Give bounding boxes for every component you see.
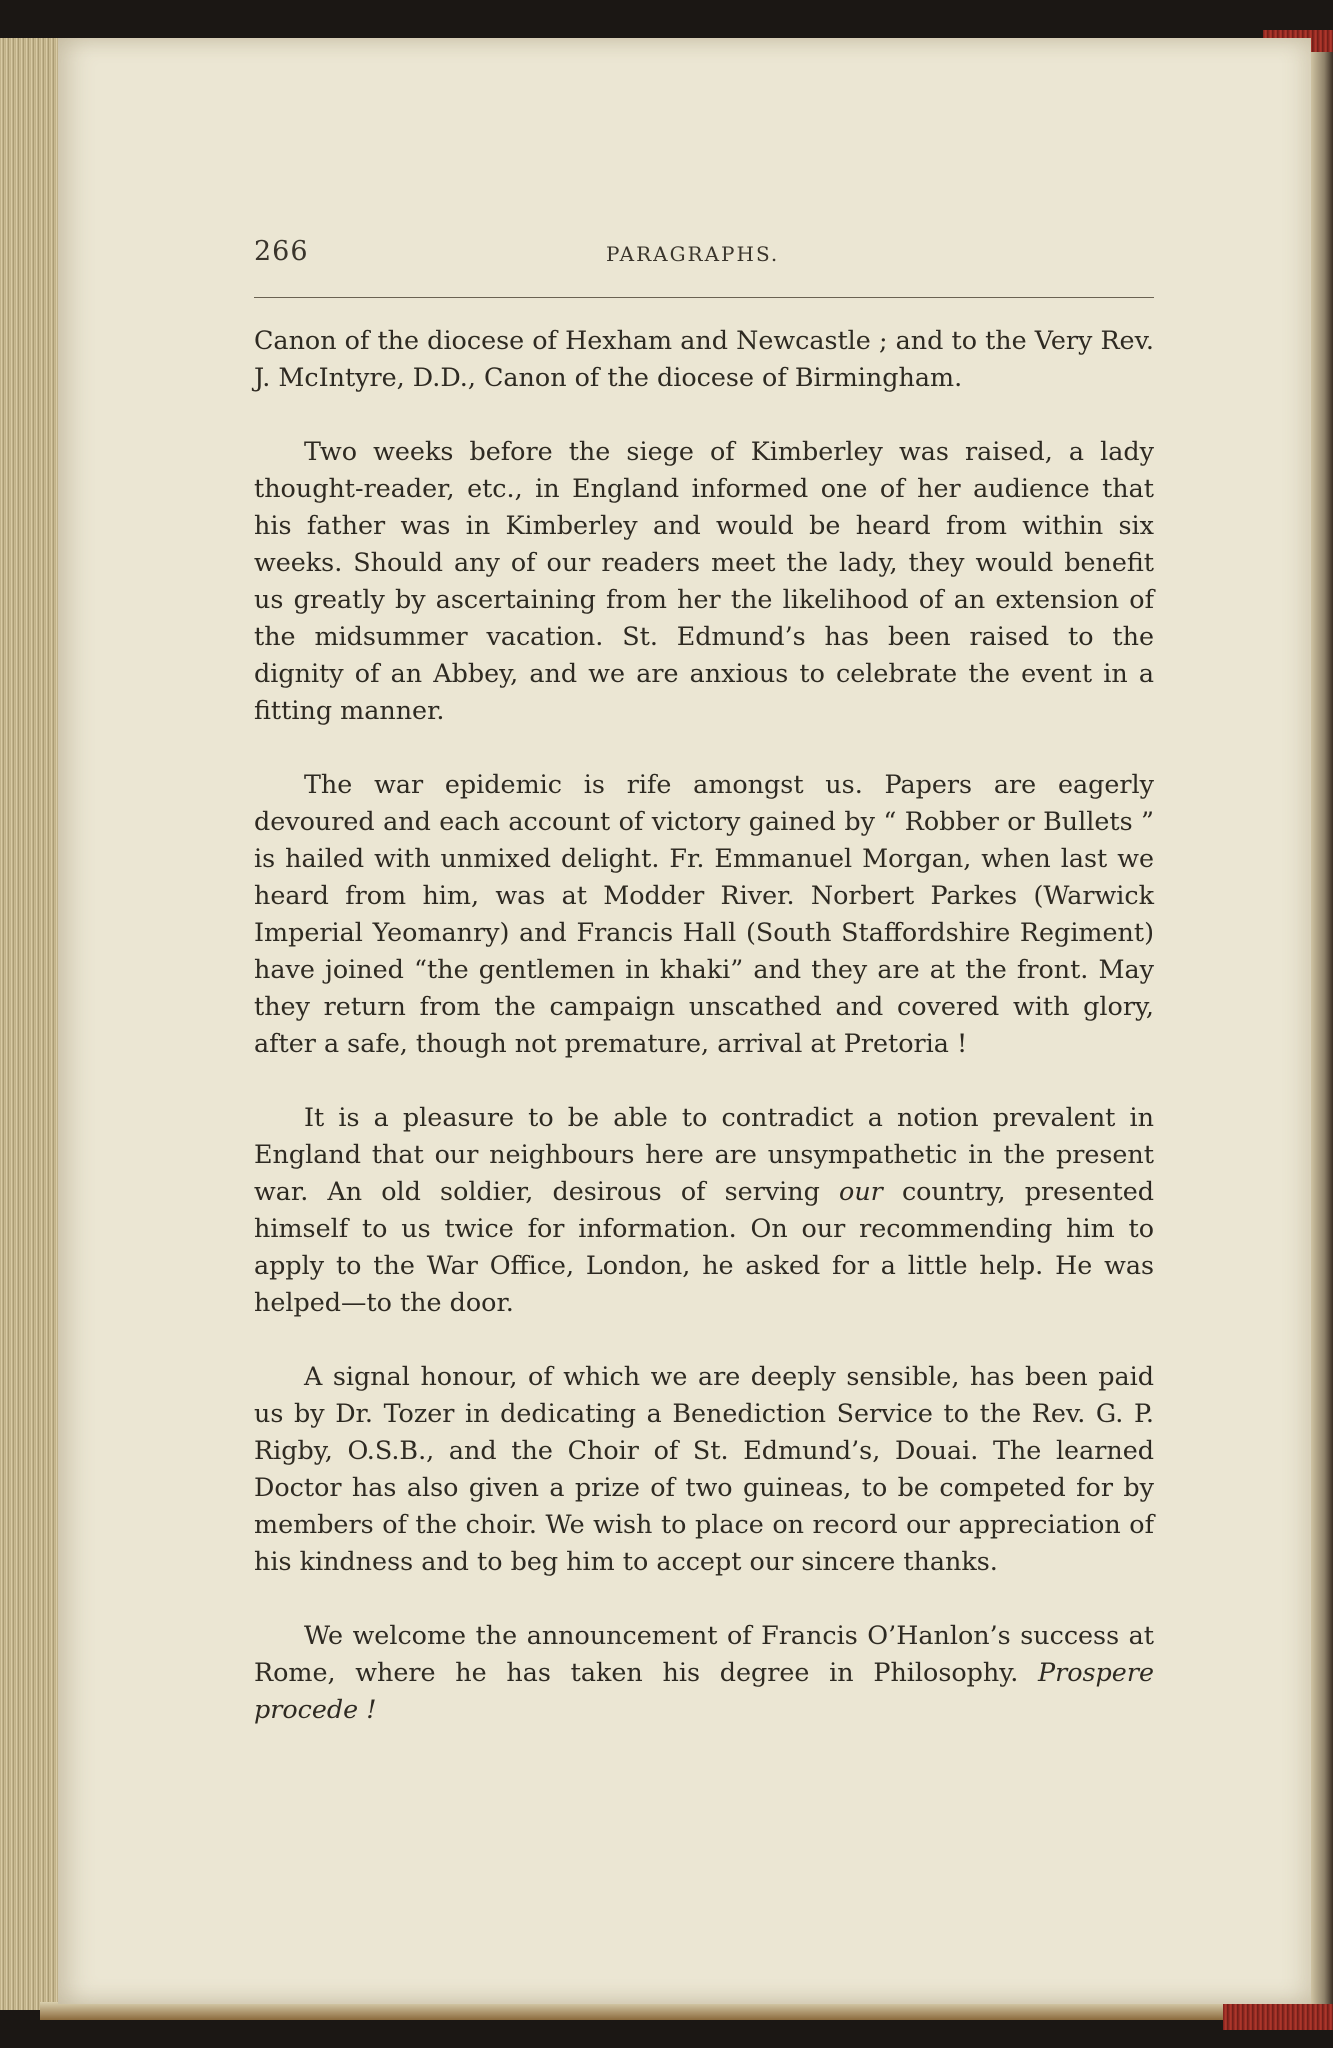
- running-head: [254, 236, 1154, 276]
- header-rule: [254, 297, 1154, 298]
- paragraph-old-soldier-italic: our: [839, 1176, 883, 1206]
- paragraph-old-soldier-text-2: country, presented himself to us twice for information. On our recommending him to apply to the War Office, London, he asked for a little help. He was helped—to the door.: [254, 1176, 1155, 1317]
- red-page-edge-bottom: [1223, 2004, 1333, 2030]
- page-edges-left: [0, 38, 58, 2010]
- page-number: 266: [254, 236, 309, 267]
- paragraph-ohanlon-italic: Prospere procede !: [254, 1657, 1154, 1724]
- paragraph-ohanlon: [254, 1617, 1154, 1728]
- page-bottom-edge: [40, 2002, 1310, 2020]
- paragraph-kimberley: Two weeks before the siege of Kimberley was raised, a lady thought-reader, etc., in England informed one of her audience that his father was in Kimberley and would be heard from within six weeks. Should any of our readers meet the lady, they would benefit us greatly by ascertaining from her the likelihood of an extension of the midsummer vacation. St. Edmund’s has been raised to the dignity of an Abbey, and we are anxious to celebrate the event in a fitting manner.: [254, 436, 1154, 725]
- running-title: PARAGRAPHS.: [606, 242, 780, 266]
- paragraph-old-soldier-text-1: It is a pleasure to be able to contradict a notion prevalent in England that our neighbours here are unsympathetic in the present war. An old soldier, desirous of serving: [254, 1102, 1154, 1206]
- body-text: [254, 322, 1154, 1765]
- binding-edge-right: [1311, 30, 1333, 2020]
- paragraph-ohanlon-text: We welcome the announcement of Francis O’Hanlon’s success at Rome, where he has taken his degree in Philosophy.: [254, 1620, 1154, 1687]
- paragraph-old-soldier: [254, 1099, 1154, 1321]
- paragraph-canon: Canon of the diocese of Hexham and Newcastle ; and to the Very Rev. J. McIntyre, D.D., Canon of the diocese of Birmingham.: [254, 325, 1154, 392]
- paragraph-signal-honour: A signal honour, of which we are deeply sensible, has been paid us by Dr. Tozer in dedicating a Benediction Service to the Rev. G. P. Rigby, O.S.B., and the Choir of St. Edmund’s, Douai. The learned Doctor has also given a prize of two guineas, to be competed for by members of the choir. We wish to place on record our appreciation of his kindness and to beg him to accept our sincere thanks.: [254, 1361, 1154, 1576]
- paragraph-war-epidemic: The war epidemic is rife amongst us. Papers are eagerly devoured and each account of victory gained by “ Robber or Bullets ” is hailed with unmixed delight. Fr. Emmanuel Morgan, when last we heard from him, was at Modder River. Norbert Parkes (Warwick Imperial Yeomanry) and Francis Hall (South Staffordshire Regiment) have joined “the gentlemen in khaki” and they are at the front. May they return from the campaign unscathed and covered with glory, after a safe, though not premature, arrival at Pretoria !: [254, 769, 1154, 1058]
